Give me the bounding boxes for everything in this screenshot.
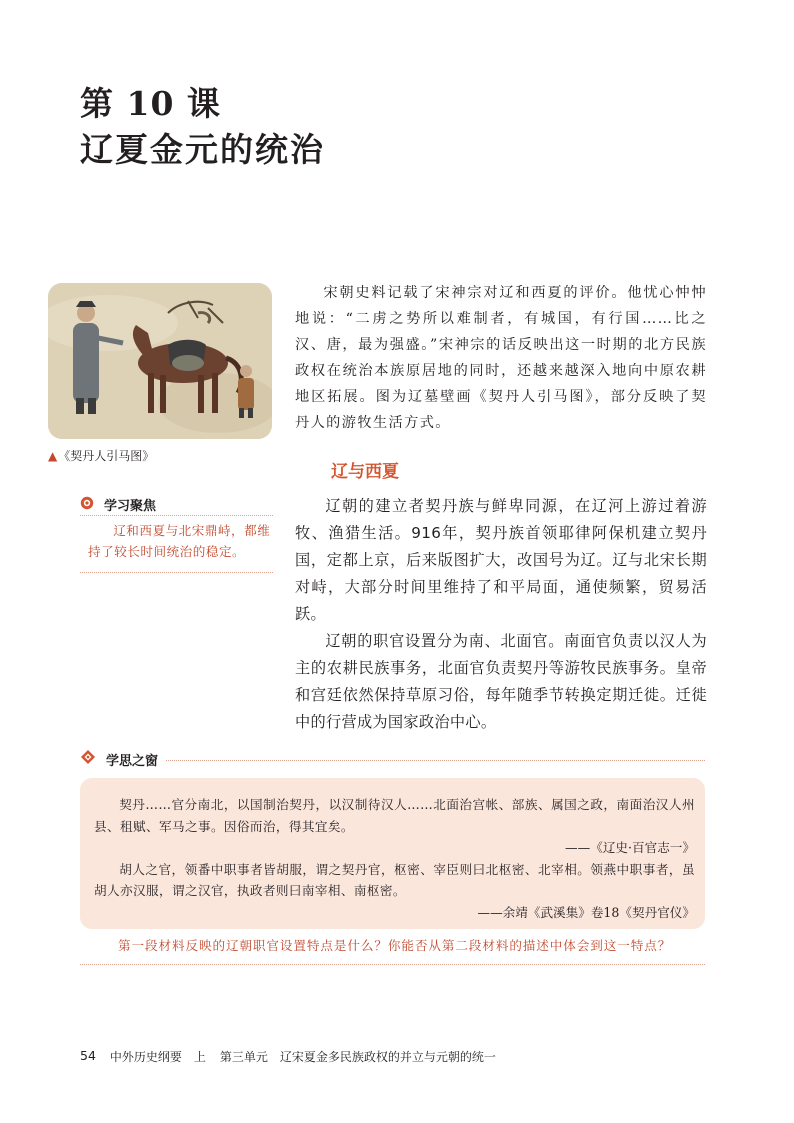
caption-marker: ▲ (48, 449, 58, 463)
caption-text: 《契丹人引马图》 (58, 449, 155, 463)
mural-image (48, 283, 272, 439)
page-footer (80, 1048, 496, 1065)
section-body (295, 493, 707, 736)
thinking-window-header (80, 748, 705, 770)
quote-wuxiji: 胡人之官，领番中职事者皆胡服，谓之契丹官，枢密、宰臣则曰北枢密、北宰相。领燕中职事者，虽胡人亦汉服，谓之汉官，执政者则曰南宰相、南枢密。 (94, 861, 695, 898)
paragraph-liao-founding: 辽朝的建立者契丹族与鲜卑同源，在辽河上游过着游牧、渔猎生活。916年，契丹族首领耶律阿保机建立契丹国，定都上京，后来版图扩大，改国号为辽。辽与北宋长期对峙，大部分时间里维持了和平局面，通使频繁，贸易活跃。 (295, 497, 707, 623)
study-focus-box (80, 496, 273, 573)
discussion-question: 第一段材料反映的辽朝职官设置特点是什么？你能否从第二段材料的描述中体会到这一特点？ (118, 938, 672, 953)
thinking-window-label: 学思之窗 (106, 753, 159, 769)
paragraph-liao-officials: 辽朝的职官设置分为南、北面官。南面官负责以汉人为主的农耕民族事务，北面官负责契丹等游牧民族事务。皇帝和宫廷依然保持草原习俗，每年随季节转换定期迁徙。迁徙中的行营成为国家政治中心。 (295, 632, 707, 731)
figure-caption (48, 447, 154, 464)
study-focus-text: 辽和西夏与北宋鼎峙，都维持了较长时间统治的稳定。 (80, 516, 273, 573)
quote-liaoshi: 契丹……官分南北，以国制治契丹，以汉制待汉人……北面治宫帐、部族、属国之政，南面治汉人州县、租赋、军马之事。因俗而治，得其宜矣。 (94, 797, 695, 834)
lesson-title: 辽夏金元的统治 (80, 130, 325, 169)
study-focus-header (80, 496, 273, 516)
intro-paragraph: 宋朝史料记载了宋神宗对辽和西夏的评价。他忧心忡忡地说：“二虏之势所以难制者，有城国，有行国……比之汉、唐，最为强盛。”宋神宗的话反映出这一时期的北方民族政权在统治本族原居地的同时，还越来越深入地向中原农耕地区拓展。图为辽墓壁画《契丹人引马图》，部分反映了契丹人的游牧生活方式。 (295, 285, 707, 431)
focus-icon (80, 495, 94, 514)
question-rule (80, 964, 705, 965)
header-rule (166, 760, 705, 761)
study-focus-label: 学习聚焦 (104, 499, 157, 514)
quote-source-wuxiji: ——余靖《武溪集》卷18《契丹官仪》 (477, 904, 695, 920)
diamond-icon (80, 749, 96, 769)
section-heading: 辽与西夏 (331, 462, 399, 482)
unit-title: 第三单元 辽宋夏金多民族政权的并立与元朝的统一 (219, 1050, 496, 1064)
book-title: 中外历史纲要 上 (109, 1050, 206, 1064)
page-number: 54 (80, 1048, 96, 1063)
source-quote-box (80, 778, 705, 929)
quote-source-liaoshi: ——《辽史·百官志一》 (565, 840, 695, 855)
lesson-number: 第 10 课 (80, 84, 221, 123)
